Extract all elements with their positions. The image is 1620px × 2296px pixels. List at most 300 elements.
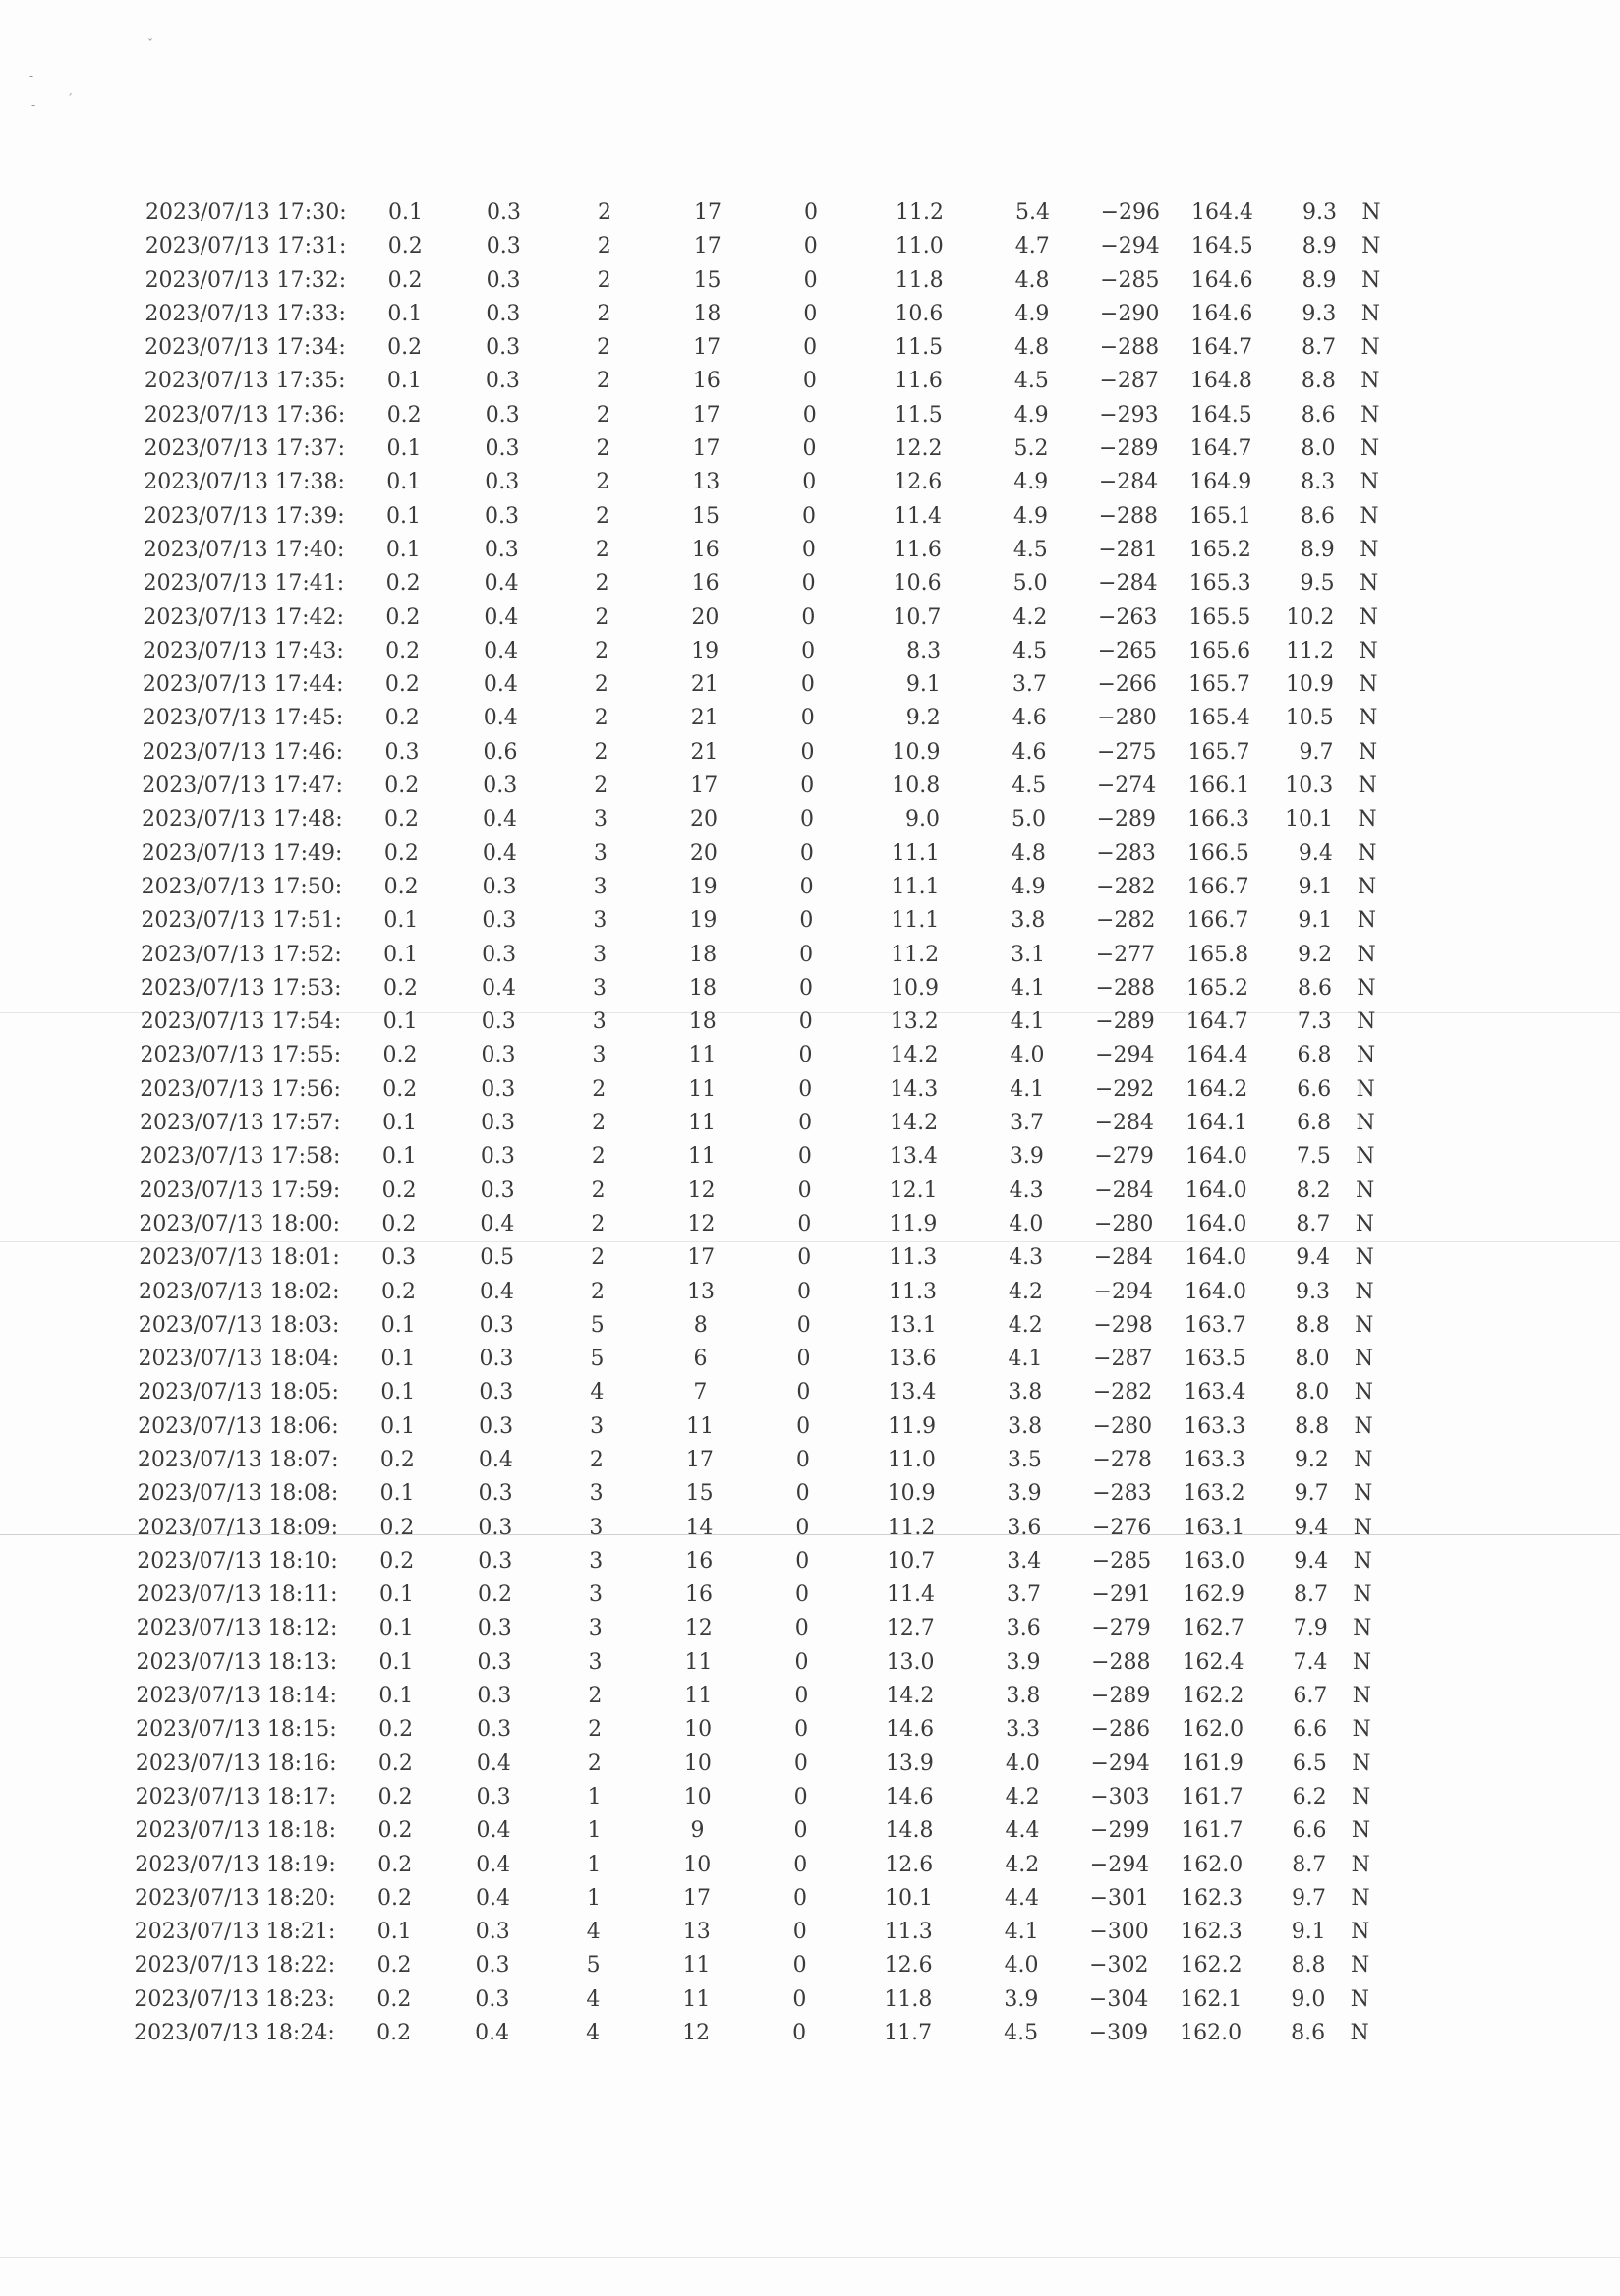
value-cell-1: 0.2 [382, 975, 418, 1001]
table-row [0, 1781, 1610, 1814]
value-cell-8: −266 [1097, 672, 1157, 698]
value-cell-9: 166.7 [1186, 874, 1249, 899]
timestamp-cell: 2023/07/13 17:57: [140, 1111, 341, 1136]
flag-cell: N [1357, 874, 1377, 899]
value-cell-3: 4 [586, 1920, 601, 1945]
value-cell-7: 3.7 [1012, 672, 1047, 698]
value-cell-4: 10 [683, 1784, 712, 1809]
timestamp-cell: 2023/07/13 17:45: [142, 706, 344, 731]
value-cell-7: 5.0 [1012, 807, 1047, 832]
value-cell-4: 12 [682, 2021, 711, 2046]
value-cell-8: −288 [1091, 1649, 1151, 1675]
value-cell-4: 12 [684, 1616, 713, 1641]
value-cell-2: 0.3 [484, 537, 519, 562]
value-cell-5: 0 [792, 2021, 807, 2046]
timestamp-cell: 2023/07/13 18:04: [138, 1347, 340, 1372]
value-cell-7: 3.7 [1006, 1582, 1041, 1608]
timestamp-cell: 2023/07/13 17:33: [145, 301, 346, 326]
timestamp-cell: 2023/07/13 17:51: [141, 908, 342, 934]
table-row [0, 331, 1619, 365]
value-cell-8: −285 [1100, 267, 1160, 293]
value-cell-2: 0.3 [481, 1111, 516, 1136]
value-cell-8: −299 [1090, 1818, 1150, 1844]
value-cell-1: 0.1 [378, 1649, 414, 1675]
flag-cell: N [1352, 1649, 1372, 1675]
value-cell-2: 0.3 [486, 234, 521, 259]
value-cell-7: 4.1 [1004, 1920, 1039, 1945]
timestamp-cell: 2023/07/13 17:47: [142, 774, 343, 799]
table-row [0, 1882, 1609, 1916]
value-cell-1: 0.2 [382, 1043, 418, 1068]
value-cell-4: 11 [688, 1111, 717, 1136]
value-cell-10: 8.8 [1301, 369, 1336, 394]
timestamp-cell: 2023/07/13 17:52: [141, 942, 342, 967]
table-row [0, 1814, 1609, 1848]
value-cell-10: 6.6 [1297, 1076, 1332, 1102]
value-cell-7: 3.9 [1007, 1481, 1042, 1507]
value-cell-10: 8.0 [1295, 1380, 1330, 1406]
timestamp-cell: 2023/07/13 17:36: [144, 402, 346, 428]
flag-cell: N [1350, 2021, 1369, 2046]
value-cell-1: 0.1 [382, 1111, 418, 1136]
value-cell-10: 10.1 [1285, 807, 1334, 832]
timestamp-cell: 2023/07/13 17:31: [145, 234, 347, 259]
value-cell-4: 16 [684, 1582, 713, 1608]
value-cell-10: 10.3 [1285, 774, 1334, 799]
flag-cell: N [1359, 604, 1378, 630]
timestamp-cell: 2023/07/13 18:10: [137, 1548, 338, 1574]
value-cell-9: 164.9 [1189, 470, 1252, 495]
value-cell-9: 165.5 [1188, 604, 1251, 630]
value-cell-6: 10.7 [887, 1548, 936, 1574]
value-cell-6: 10.9 [887, 1481, 936, 1507]
value-cell-2: 0.4 [484, 638, 519, 663]
value-cell-10: 8.0 [1295, 1347, 1330, 1372]
flag-cell: N [1356, 1177, 1375, 1203]
value-cell-9: 165.2 [1188, 537, 1251, 562]
value-cell-5: 0 [796, 1380, 811, 1406]
value-cell-6: 11.9 [889, 1211, 938, 1236]
value-cell-6: 11.5 [895, 335, 944, 361]
timestamp-cell: 2023/07/13 18:02: [138, 1279, 340, 1304]
value-cell-3: 3 [592, 1009, 607, 1035]
value-cell-5: 0 [801, 638, 816, 663]
value-cell-10: 8.6 [1301, 402, 1336, 428]
timestamp-cell: 2023/07/13 17:34: [145, 335, 346, 361]
value-cell-2: 0.3 [486, 301, 521, 326]
value-cell-1: 0.1 [378, 1582, 414, 1608]
value-cell-5: 0 [796, 1279, 811, 1304]
value-cell-5: 0 [800, 774, 815, 799]
value-cell-2: 0.4 [484, 571, 519, 597]
value-cell-1: 0.2 [377, 1784, 413, 1809]
value-cell-6: 11.1 [891, 840, 940, 866]
value-cell-9: 165.1 [1189, 503, 1252, 529]
value-cell-6: 14.2 [886, 1684, 935, 1709]
value-cell-1: 0.1 [379, 1481, 415, 1507]
flag-cell: N [1356, 1076, 1375, 1102]
value-cell-1: 0.3 [381, 1245, 417, 1271]
value-cell-4: 17 [692, 436, 721, 462]
value-cell-10: 6.5 [1292, 1751, 1327, 1776]
timestamp-cell: 2023/07/13 17:54: [140, 1009, 342, 1035]
value-cell-1: 0.1 [388, 201, 423, 225]
value-cell-3: 2 [588, 1684, 603, 1709]
value-cell-2: 0.3 [481, 1009, 516, 1035]
table-row [0, 904, 1615, 938]
value-cell-6: 10.8 [892, 774, 941, 799]
value-cell-3: 2 [588, 1717, 603, 1743]
value-cell-5: 0 [793, 1784, 808, 1809]
value-cell-6: 12.6 [894, 470, 943, 495]
value-cell-10: 6.6 [1293, 1717, 1328, 1743]
value-cell-9: 164.5 [1190, 234, 1253, 259]
value-cell-4: 19 [689, 874, 718, 899]
value-cell-2: 0.3 [479, 1347, 514, 1372]
value-cell-10: 9.7 [1292, 1885, 1326, 1911]
value-cell-3: 2 [595, 638, 609, 663]
value-cell-3: 1 [587, 1818, 602, 1844]
value-cell-8: −275 [1097, 739, 1157, 765]
value-cell-7: 3.4 [1007, 1548, 1042, 1574]
value-cell-7: 5.4 [1015, 201, 1050, 225]
value-cell-8: −300 [1089, 1920, 1149, 1945]
timestamp-cell: 2023/07/13 17:43: [143, 638, 344, 663]
value-cell-1: 0.1 [380, 1380, 416, 1406]
value-cell-5: 0 [792, 1953, 807, 1979]
table-row [0, 399, 1619, 432]
value-cell-3: 3 [593, 840, 608, 866]
value-cell-8: −294 [1100, 234, 1160, 259]
value-cell-1: 0.1 [386, 369, 422, 394]
flag-cell: N [1356, 1043, 1376, 1068]
value-cell-8: −263 [1097, 604, 1158, 630]
value-cell-3: 3 [594, 807, 608, 832]
value-cell-3: 3 [593, 908, 608, 934]
value-cell-10: 9.1 [1298, 908, 1333, 934]
value-cell-7: 4.2 [1005, 1784, 1040, 1809]
value-cell-8: −278 [1092, 1447, 1152, 1472]
value-cell-4: 13 [692, 470, 721, 495]
value-cell-8: −288 [1098, 503, 1159, 529]
value-cell-5: 0 [803, 234, 818, 259]
value-cell-10: 9.0 [1291, 1986, 1326, 2012]
value-cell-10: 8.8 [1291, 1953, 1326, 1979]
value-cell-7: 4.3 [1009, 1245, 1044, 1271]
value-cell-3: 1 [587, 1852, 602, 1877]
value-cell-4: 20 [689, 840, 718, 866]
value-cell-3: 5 [590, 1312, 605, 1338]
table-row [0, 1512, 1611, 1545]
flag-cell: N [1360, 301, 1380, 326]
value-cell-7: 4.7 [1014, 234, 1050, 259]
value-cell-1: 0.2 [384, 706, 420, 731]
value-cell-6: 10.6 [895, 301, 944, 326]
value-cell-6: 11.2 [887, 1515, 936, 1540]
value-cell-1: 0.1 [385, 537, 421, 562]
value-cell-5: 0 [800, 807, 815, 832]
value-cell-10: 8.6 [1297, 975, 1332, 1001]
value-cell-1: 0.2 [382, 1076, 418, 1102]
value-cell-6: 11.7 [884, 2021, 933, 2046]
value-cell-9: 163.0 [1183, 1548, 1245, 1574]
value-cell-10: 8.7 [1302, 335, 1337, 361]
value-cell-9: 163.5 [1184, 1347, 1246, 1372]
value-cell-3: 2 [596, 436, 610, 462]
value-cell-2: 0.4 [476, 1818, 511, 1844]
flag-cell: N [1360, 335, 1380, 361]
value-cell-4: 11 [682, 1986, 711, 2012]
value-cell-4: 17 [693, 335, 722, 361]
scan-fold-line [0, 2257, 1620, 2258]
value-cell-5: 0 [794, 1616, 809, 1641]
value-cell-5: 0 [802, 470, 817, 495]
value-cell-5: 0 [798, 1009, 813, 1035]
value-cell-8: −284 [1094, 1111, 1155, 1136]
value-cell-8: −298 [1093, 1312, 1153, 1338]
value-cell-9: 166.1 [1187, 774, 1250, 799]
value-cell-6: 10.6 [893, 571, 942, 597]
value-cell-2: 0.3 [477, 1616, 512, 1641]
value-cell-4: 14 [685, 1515, 714, 1540]
value-cell-5: 0 [802, 503, 817, 529]
value-cell-7: 4.0 [1004, 1953, 1039, 1979]
value-cell-8: −284 [1098, 571, 1158, 597]
value-cell-5: 0 [800, 739, 815, 765]
value-cell-7: 3.9 [1009, 1144, 1044, 1170]
flag-cell: N [1354, 1447, 1373, 1472]
table-row [0, 365, 1619, 398]
value-cell-4: 18 [688, 1009, 717, 1035]
value-cell-8: −293 [1099, 402, 1159, 428]
value-cell-2: 0.4 [476, 1852, 511, 1877]
value-cell-8: −302 [1089, 1953, 1149, 1979]
flag-cell: N [1361, 201, 1381, 225]
value-cell-10: 9.2 [1294, 1447, 1329, 1472]
value-cell-5: 0 [803, 335, 818, 361]
value-cell-2: 0.4 [476, 1885, 510, 1911]
value-cell-3: 3 [588, 1616, 603, 1641]
value-cell-4: 11 [684, 1649, 713, 1675]
value-cell-10: 6.2 [1292, 1784, 1327, 1809]
value-cell-9: 162.3 [1180, 1920, 1243, 1945]
value-cell-4: 10 [683, 1751, 712, 1776]
value-cell-9: 166.3 [1187, 807, 1250, 832]
value-cell-4: 19 [691, 638, 720, 663]
timestamp-cell: 2023/07/13 18:16: [135, 1751, 337, 1776]
table-row [0, 668, 1617, 702]
value-cell-7: 4.9 [1013, 402, 1049, 428]
value-cell-8: −282 [1096, 874, 1156, 899]
value-cell-7: 4.9 [1014, 301, 1050, 326]
value-cell-8: −290 [1099, 301, 1160, 326]
timestamp-cell: 2023/07/13 18:14: [136, 1684, 337, 1709]
value-cell-7: 4.5 [1012, 537, 1048, 562]
table-row [0, 1477, 1612, 1511]
table-row [0, 1005, 1615, 1039]
value-cell-9: 163.3 [1184, 1413, 1246, 1439]
table-row [0, 1949, 1609, 1982]
value-cell-4: 15 [692, 503, 721, 529]
timestamp-cell: 2023/07/13 18:11: [136, 1582, 338, 1608]
table-row [0, 1680, 1610, 1713]
value-cell-6: 11.4 [887, 1582, 935, 1608]
timestamp-cell: 2023/07/13 18:00: [139, 1211, 341, 1236]
value-cell-2: 0.6 [483, 739, 518, 765]
value-cell-9: 163.1 [1183, 1515, 1245, 1540]
value-cell-10: 7.5 [1296, 1144, 1331, 1170]
value-cell-6: 14.2 [890, 1043, 939, 1068]
value-cell-8: −288 [1099, 335, 1160, 361]
value-cell-6: 14.2 [890, 1111, 939, 1136]
value-cell-6: 10.9 [890, 975, 939, 1001]
value-cell-5: 0 [793, 1852, 808, 1877]
value-cell-7: 4.0 [1010, 1043, 1045, 1068]
value-cell-3: 2 [596, 470, 610, 495]
value-cell-6: 10.9 [892, 739, 941, 765]
value-cell-6: 11.2 [896, 201, 944, 225]
value-cell-4: 16 [691, 537, 720, 562]
table-row [0, 1849, 1609, 1882]
value-cell-5: 0 [797, 1177, 812, 1203]
table-row [0, 466, 1618, 499]
value-cell-1: 0.1 [382, 1009, 418, 1035]
flag-cell: N [1359, 706, 1378, 731]
value-cell-6: 14.6 [885, 1784, 934, 1809]
value-cell-2: 0.3 [481, 1043, 516, 1068]
value-cell-4: 10 [683, 1852, 712, 1877]
value-cell-9: 165.8 [1186, 942, 1249, 967]
value-cell-8: −309 [1088, 2021, 1149, 2046]
timestamp-cell: 2023/07/13 17:59: [139, 1177, 341, 1203]
value-cell-6: 13.6 [888, 1347, 937, 1372]
value-cell-7: 4.4 [1005, 1818, 1040, 1844]
value-cell-6: 11.2 [891, 942, 940, 967]
value-cell-4: 17 [683, 1885, 711, 1911]
value-cell-2: 0.4 [483, 807, 518, 832]
value-cell-3: 3 [593, 942, 608, 967]
value-cell-6: 13.0 [886, 1649, 935, 1675]
value-cell-9: 164.0 [1185, 1245, 1247, 1271]
value-cell-8: −279 [1094, 1144, 1154, 1170]
timestamp-cell: 2023/07/13 17:53: [140, 975, 342, 1001]
timestamp-cell: 2023/07/13 18:21: [134, 1920, 336, 1945]
table-row [0, 837, 1616, 871]
value-cell-6: 10.7 [893, 604, 942, 630]
value-cell-4: 11 [687, 1144, 716, 1170]
value-cell-8: −294 [1090, 1751, 1150, 1776]
value-cell-3: 5 [586, 1953, 601, 1979]
value-cell-5: 0 [799, 942, 814, 967]
value-cell-3: 2 [591, 1245, 606, 1271]
table-row [0, 1748, 1610, 1781]
value-cell-7: 4.6 [1012, 706, 1047, 731]
value-cell-2: 0.4 [482, 840, 517, 866]
timestamp-cell: 2023/07/13 17:37: [144, 436, 346, 462]
value-cell-4: 11 [682, 1953, 711, 1979]
timestamp-cell: 2023/07/13 17:50: [141, 874, 343, 899]
value-cell-7: 4.8 [1011, 840, 1046, 866]
value-cell-10: 7.3 [1297, 1009, 1332, 1035]
value-cell-3: 3 [592, 975, 607, 1001]
value-cell-8: −281 [1098, 537, 1158, 562]
flag-cell: N [1354, 1380, 1373, 1406]
value-cell-3: 3 [593, 874, 608, 899]
value-cell-7: 3.9 [1006, 1649, 1041, 1675]
value-cell-7: 4.9 [1013, 470, 1049, 495]
timestamp-cell: 2023/07/13 18:09: [137, 1515, 339, 1540]
value-cell-1: 0.2 [381, 1211, 417, 1236]
value-cell-1: 0.1 [380, 1312, 416, 1338]
value-cell-3: 2 [595, 604, 609, 630]
timestamp-cell: 2023/07/13 17:32: [145, 267, 347, 293]
value-cell-9: 162.0 [1181, 1852, 1244, 1877]
value-cell-2: 0.3 [478, 1481, 513, 1507]
value-cell-1: 0.3 [384, 739, 420, 765]
table-row [0, 2017, 1608, 2050]
value-cell-9: 164.7 [1190, 335, 1253, 361]
value-cell-5: 0 [795, 1515, 810, 1540]
value-cell-2: 0.3 [477, 1684, 512, 1709]
value-cell-7: 3.8 [1008, 1413, 1043, 1439]
table-row [0, 770, 1616, 803]
value-cell-5: 0 [797, 1211, 812, 1236]
timestamp-cell: 2023/07/13 18:06: [138, 1413, 339, 1439]
value-cell-7: 3.7 [1010, 1111, 1045, 1136]
value-cell-5: 0 [803, 301, 818, 326]
table-row [0, 534, 1618, 567]
value-cell-9: 162.4 [1182, 1649, 1244, 1675]
value-cell-2: 0.4 [479, 1279, 514, 1304]
value-cell-8: −284 [1094, 1177, 1154, 1203]
value-cell-3: 3 [589, 1515, 604, 1540]
timestamp-cell: 2023/07/13 17:48: [142, 807, 343, 832]
value-cell-7: 4.8 [1014, 267, 1050, 293]
value-cell-3: 4 [590, 1380, 605, 1406]
value-cell-9: 161.7 [1181, 1784, 1244, 1809]
value-cell-9: 165.4 [1187, 706, 1250, 731]
value-cell-3: 2 [596, 402, 610, 428]
flag-cell: N [1359, 672, 1378, 698]
value-cell-6: 12.7 [886, 1616, 935, 1641]
value-cell-6: 14.3 [890, 1076, 939, 1102]
table-row [0, 1276, 1613, 1309]
table-row [0, 230, 1620, 263]
value-cell-8: −280 [1097, 706, 1157, 731]
value-cell-8: −288 [1095, 975, 1155, 1001]
value-cell-9: 162.0 [1182, 1717, 1244, 1743]
value-cell-1: 0.2 [383, 874, 419, 899]
timestamp-cell: 2023/07/13 17:58: [139, 1144, 341, 1170]
value-cell-6: 11.6 [893, 537, 942, 562]
value-cell-2: 0.3 [486, 335, 521, 361]
value-cell-10: 8.3 [1301, 470, 1336, 495]
value-cell-9: 164.4 [1191, 201, 1253, 225]
flag-cell: N [1354, 1481, 1373, 1507]
value-cell-3: 2 [591, 1177, 606, 1203]
timestamp-cell: 2023/07/13 18:23: [134, 1986, 335, 2012]
value-cell-8: −292 [1094, 1076, 1155, 1102]
value-cell-6: 11.3 [889, 1245, 938, 1271]
value-cell-3: 2 [594, 672, 608, 698]
value-cell-7: 3.9 [1004, 1986, 1039, 2012]
value-cell-6: 14.6 [886, 1717, 935, 1743]
value-cell-9: 166.5 [1186, 840, 1249, 866]
value-cell-6: 11.6 [894, 369, 943, 394]
value-cell-10: 9.4 [1298, 840, 1333, 866]
value-cell-7: 4.5 [1012, 638, 1048, 663]
value-cell-7: 4.5 [1012, 774, 1047, 799]
